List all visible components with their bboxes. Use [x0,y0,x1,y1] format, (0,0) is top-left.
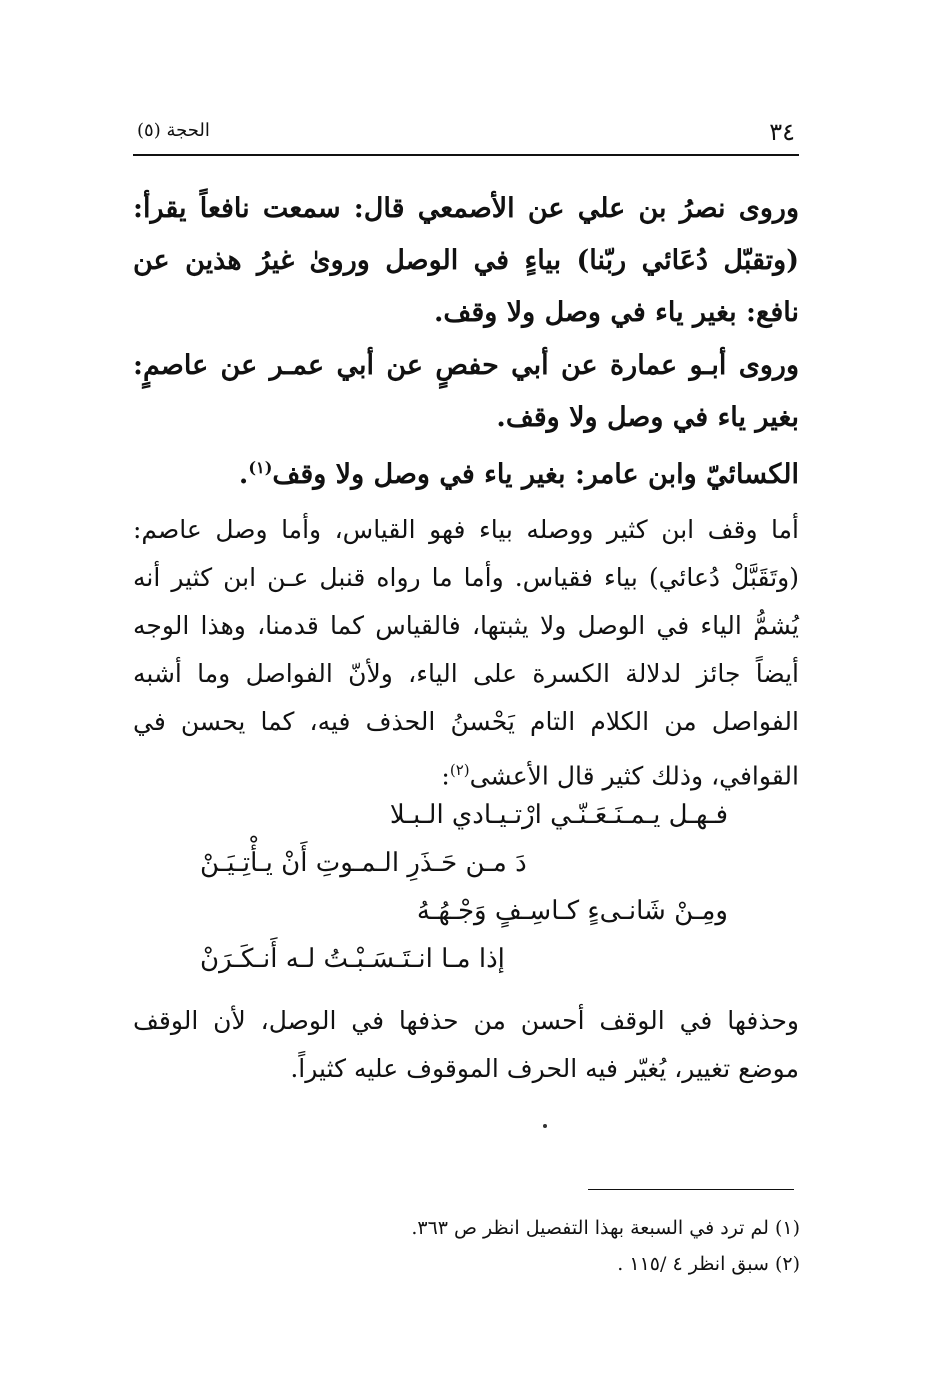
footnote-1: (١) لم ترد في السبعة بهذا التفصيل انظر ص ٣٦٣. [411,1217,800,1239]
paragraph-4-end: : [441,761,450,791]
paragraph-3-end: . [238,459,249,490]
running-title: الحجة (٥) [137,120,210,141]
verse-line-3: ومِـنْ شَانـىءٍ كـاسِـفٍ وَجْـهُـهُ [416,896,728,926]
footnote-ref-1: (١) [248,458,273,477]
paragraph-3-text: الكسائيّ وابن عامر: بغير ياء في وصل ولا وقف [272,459,799,490]
verse-line-2: دَ مـن حَـذَرِ الـمـوتِ أَنْ يـأْتِـيَـنْ [200,848,527,878]
paragraph-1: وروى نصرُ بن علي عن الأصمعي قال: سمعت نافعاً يقرأ: (وتقبّل دُعَائي ربّنا) بياءٍ في الوصل وروىٰ غيرُ هذين عن نافع: بغير ياء في وصل ولا وقف. [133,193,799,328]
page-header [133,108,799,156]
footnote-2: (٢) سبق انظر ٤ /١١٥ . [617,1253,800,1275]
footnote-ref-2: (٢) [449,761,470,779]
paragraph-4 [133,506,799,800]
footnotes [411,1210,800,1282]
verse-line-4: إذا مـا انـتَـسَـبْـتُ لـه أَنـكَـرَنْ [200,944,505,974]
paragraph-5: وحذفها في الوقف أحسن من حذفها في الوصل، لأن الوقف موضع تغيير، يُغيّر فيه الحرف الموقوف عليه كثيراً. [133,1006,799,1083]
paragraph-2: وروى أبـو عمارة عن أبي حفصٍ عن أبي عمـر عن عاصمٍ: بغير ياء في وصل ولا وقف. [133,350,799,433]
page-number: ٣٤ [769,118,795,146]
verse-line-1: فـهـل يـمـنَـعَـنّـي ارْتـيـادي الـبـلا [389,800,728,830]
stray-dot [543,1124,547,1128]
paragraph-3 [133,442,799,501]
footnote-divider [588,1189,794,1190]
paragraph-4-text: أما وقف ابن كثير ووصله بياء فهو القياس، وأما وصل عاصم: (وتَقَبَّلْ دُعائي) بياء فقياس. وأما ما رواه قنبل عـن ابن كثير أنه يُشمُّ الياء في الوصل ولا يثبتها، فالقياس كما قدمنا، وهذا الوجه أيضاً جائز لدلالة الكسرة على الياء، ولأنّ الفواصل وما أشبه الفواصل من الكلام التام يَحْسنُ الحذف فيه، كما يحسن في القوافي، وذلك كثير قال الأعشى [133,515,799,791]
